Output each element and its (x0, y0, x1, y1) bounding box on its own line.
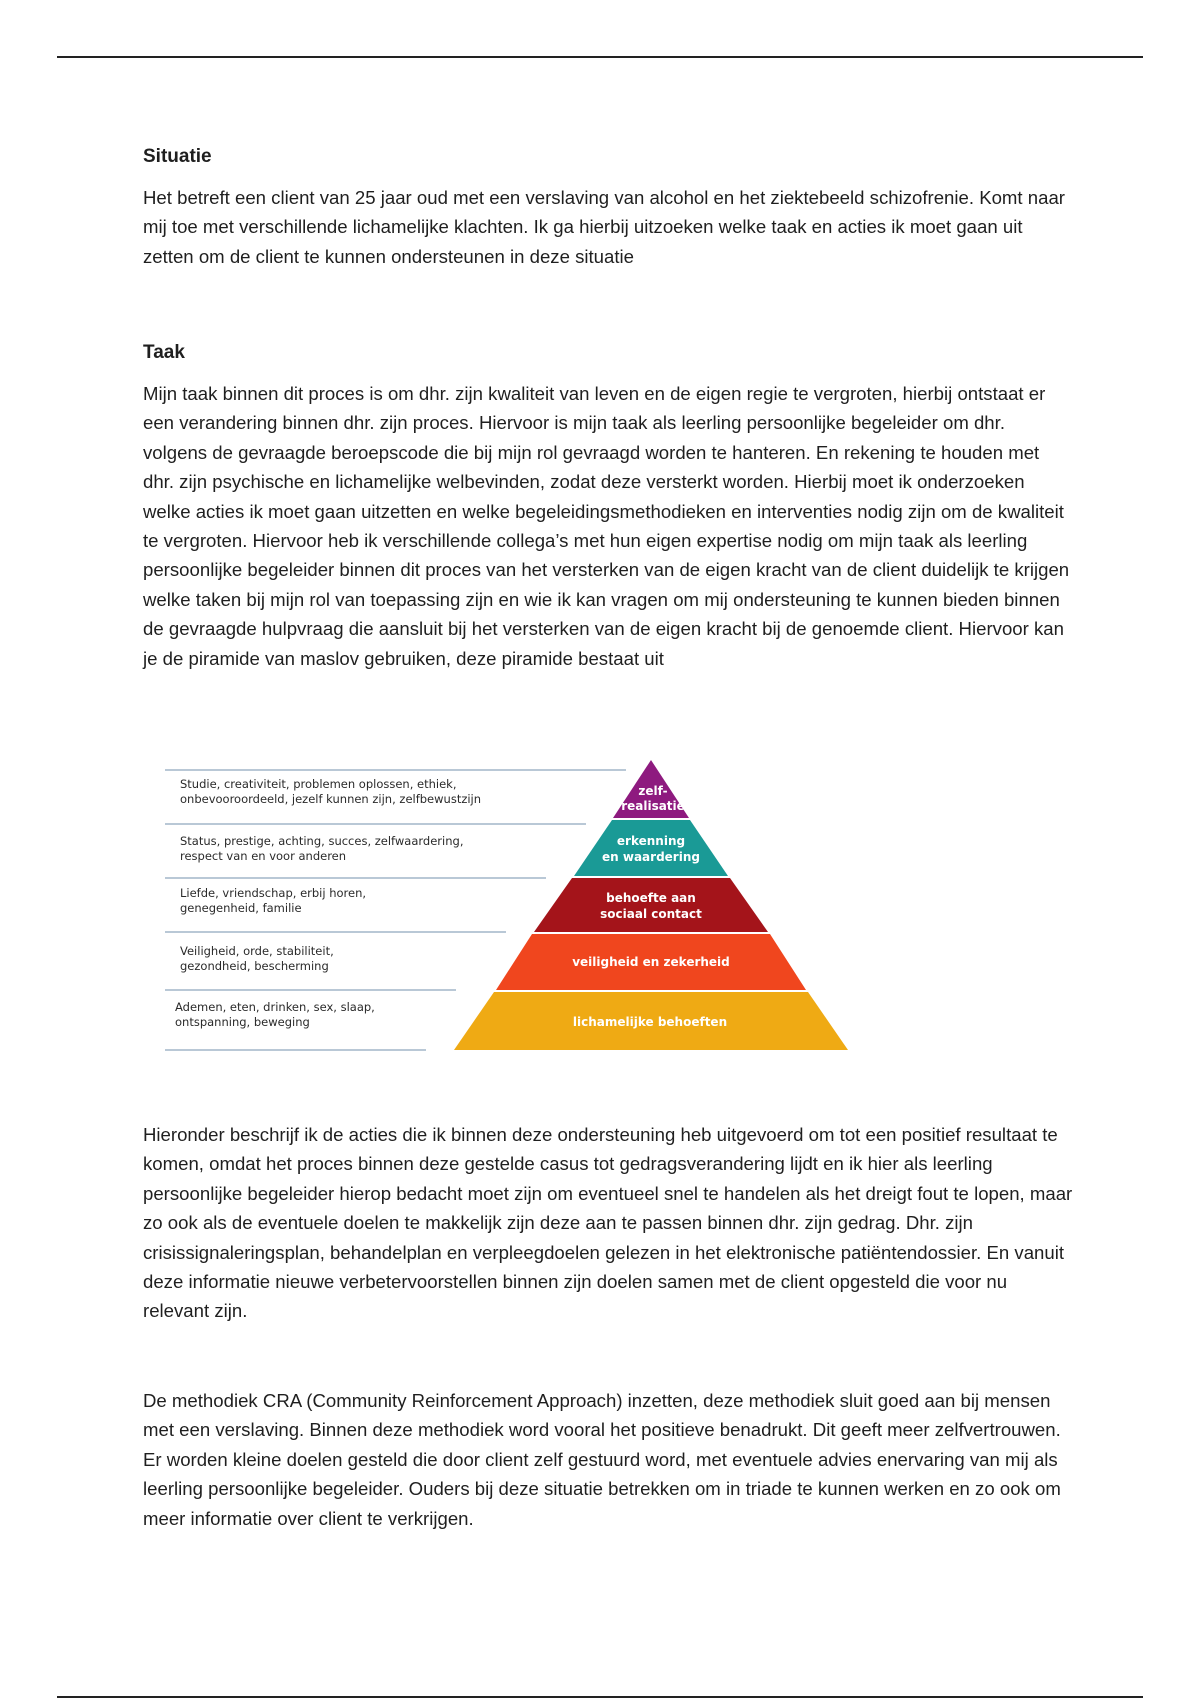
tier-label: lichamelijke behoeften (572, 1015, 728, 1029)
maslow-pyramid-svg (150, 740, 870, 1060)
footer-rule (57, 1696, 1143, 1698)
tier-description: ontspanning, beweging (175, 1015, 310, 1029)
tier-description: onbevooroordeeld, jezelf kunnen zijn, zelfbewustzijn (180, 792, 482, 806)
tier-description: Status, prestige, achting, succes, zelfwaardering, (180, 834, 464, 848)
pyramid-tier-erkenning (574, 820, 728, 876)
tier-label: veiligheid en zekerheid (572, 955, 730, 969)
tier-description: genegenheid, familie (180, 901, 302, 915)
heading-taak: Taak (143, 342, 185, 363)
tier-description: gezondheid, bescherming (180, 959, 329, 973)
tier-label: en waardering (602, 850, 700, 864)
maslow-pyramid-figure (150, 740, 870, 1060)
heading-situatie: Situatie (143, 146, 212, 167)
paragraph-taak: Mijn taak binnen dit proces is om dhr. zijn kwaliteit van leven en de eigen regie te vergroten, hierbij ontstaat er een verandering binnen dhr. zijn proces. Hiervoor is mijn taak als leerling persoonlijke begeleider om dhr. volgens de gevraagde beroepscode die bij mijn rol gevraagd worden te hanteren. En rekening te houden met dhr. zijn psychische en lichamelijke welbevinden, zodat deze versterkt worden. Hierbij moet ik onderzoeken welke acties ik moet gaan uitzetten en welke begeleidingsmethodieken en interventies nodig zijn om de kwaliteit te vergroten. Hiervoor heb ik verschillende collega’s met hun eigen expertise nodig om mijn taak als leerling persoonlijke begeleider binnen dit proces van het versterken van de eigen kracht van de client duidelijk te krijgen welke taken bij mijn rol van toepassing zijn en wie ik kan vragen om mij ondersteuning te kunnen bieden binnen de gevraagde hulpvraag die aansluit bij het versterken van de eigen kracht bij de genoemde client. Hiervoor kan je de piramide van maslov gebruiken, deze piramide bestaat uit (143, 383, 1070, 669)
tier-description: Liefde, vriendschap, erbij horen, (180, 886, 367, 900)
tier-description: Ademen, eten, drinken, sex, slaap, (175, 1000, 375, 1014)
tier-description: respect van en voor anderen (180, 849, 347, 863)
paragraph-cra: De methodiek CRA (Community Reinforcement Approach) inzetten, deze methodiek sluit goed aan bij mensen met een verslaving. Binnen deze methodiek word vooral het positieve benadrukt. Dit geeft meer zelfvertrouwen. Er worden kleine doelen gesteld die door client zelf gestuurd word, met eventuele advies enervaring van mij als leerling persoonlijke begeleider. Ouders bij deze situatie betrekken om in triade te kunnen werken en zo ook om meer informatie over client te verkrijgen. (143, 1390, 1061, 1529)
tier-description: Studie, creativiteit, problemen oplossen, ethiek, (180, 777, 457, 791)
tier-label: behoefte aan (606, 891, 696, 905)
tier-description: Veiligheid, orde, stabiliteit, (180, 944, 334, 958)
paragraph-situatie: Het betreft een client van 25 jaar oud met een verslaving van alcohol en het ziektebeeld schizofrenie. Komt naar mij toe met verschillende lichamelijke klachten. Ik ga hierbij uitzoeken welke taak en acties ik moet gaan uit zetten om de client te kunnen ondersteunen in deze situatie (143, 187, 1065, 267)
tier-label: erkenning (616, 834, 686, 848)
tier-label: zelf- (638, 784, 668, 798)
section-acties (143, 1120, 1073, 1326)
tier-label: sociaal contact (600, 907, 702, 921)
pyramid-tier-sociaal-contact (534, 878, 768, 932)
tier-label: realisatie (621, 799, 685, 813)
section-cra (143, 1386, 1073, 1533)
paragraph-acties: Hieronder beschrijf ik de acties die ik binnen deze ondersteuning heb uitgevoerd om tot een positief resultaat te komen, omdat het proces binnen deze gestelde casus tot gedragsverandering lijdt en ik hier als leerling persoonlijke begeleider hierop bedacht moet zijn om eventueel snel te handelen als het dreigt fout te lopen, maar zo ook als de eventuele doelen te makkelijk zijn deze aan te passen binnen dhr. zijn gedrag. Dhr. zijn crisissignaleringsplan, behandelplan en verpleegdoelen gelezen in het elektronische patiëntendossier. En vanuit deze informatie nieuwe verbetervoorstellen binnen zijn doelen samen met de client opgesteld die voor nu relevant zijn. (143, 1124, 1073, 1322)
section-situatie (143, 143, 1073, 271)
section-taak (143, 339, 1073, 673)
header-rule (57, 56, 1143, 58)
